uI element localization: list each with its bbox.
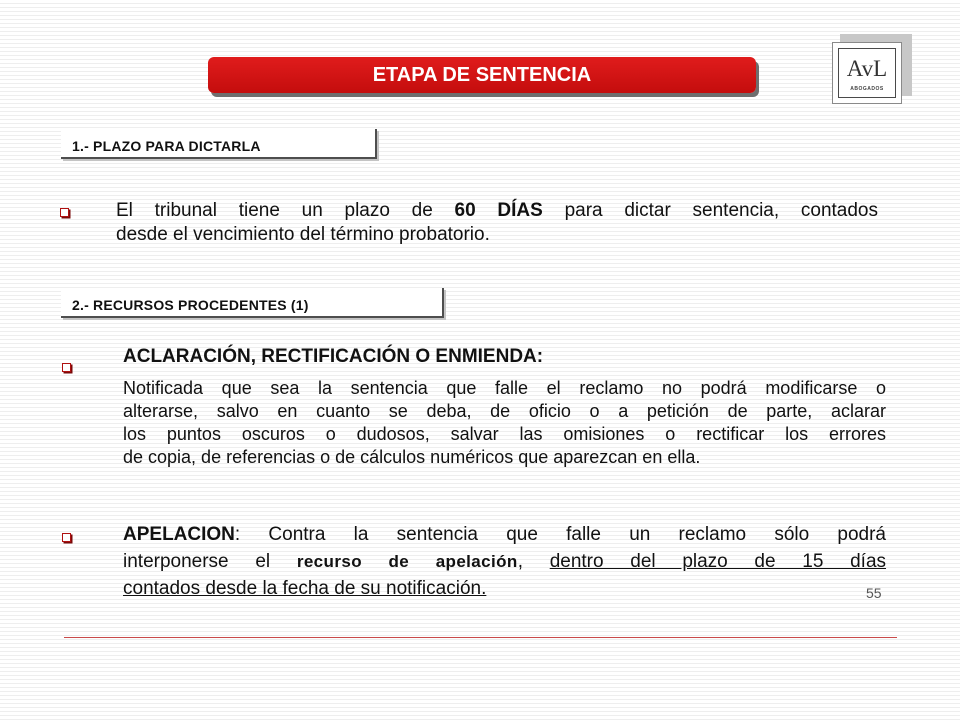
section-label-plazo: 1.- PLAZO PARA DICTARLA [61,129,377,159]
apelacion-recurso-bold: recurso de apelación [296,552,518,571]
apelacion-heading: APELACION [123,524,235,545]
slide-title: ETAPA DE SENTENCIA [208,57,756,93]
plazo-text-after: para dictar sentencia, contados [542,200,878,221]
aclaracion-heading [123,346,543,368]
apelacion-line-1 [123,521,886,548]
logo-inner-frame [838,48,896,98]
bullet-icon [62,363,71,372]
avl-logo [832,34,912,104]
aclaracion-line: de copia, de referencias o de cálculos numéricos que aparezcan en ella. [123,447,701,467]
plazo-line-1 [116,199,878,223]
apelacion-line-2 [123,548,886,575]
logo-frame [832,42,902,104]
bullet-icon [62,533,71,542]
apelacion-paragraph [123,521,886,602]
logo-subtext: ABOGADOS [850,86,884,92]
aclaracion-line: los puntos oscuros o dudosos, salvar las omisiones o rectificar los errores [123,424,886,444]
logo-text: AvL [846,56,888,81]
apelacion-line-3 [123,575,886,602]
plazo-line-2: desde el vencimiento del término probatorio. [116,224,490,245]
plazo-text-before: El tribunal tiene un plazo de [116,200,455,221]
apelacion-line1-rest: : Contra la sentencia que falle un reclamo sólo podrá [234,524,886,545]
aclaracion-heading-colon: : [536,346,544,367]
section-label-recursos: 2.- RECURSOS PROCEDENTES (1) [61,288,444,318]
aclaracion-line: alterarse, salvo en cuanto se deba, de oficio o a petición de parte, aclarar [123,401,886,421]
aclaracion-line: Notificada que sea la sentencia que falle el reclamo no podrá modificarse o [123,378,886,398]
apelacion-notificacion-underlined: contados desde la fecha de su notificación. [123,578,487,599]
aclaracion-paragraph [123,377,886,469]
plazo-paragraph [116,199,878,247]
aclaracion-heading-text: ACLARACIÓN, RECTIFICACIÓN O ENMIENDA [123,346,537,367]
footer-divider [64,637,897,638]
page-number: 55 [866,585,882,601]
apelacion-line2-comma: , [517,551,550,572]
bullet-icon [60,208,69,217]
plazo-days: 60 DÍAS [454,200,543,221]
apelacion-plazo-underlined: dentro del plazo de 15 días [549,551,887,572]
apelacion-line2-start: interponerse el [123,551,297,572]
